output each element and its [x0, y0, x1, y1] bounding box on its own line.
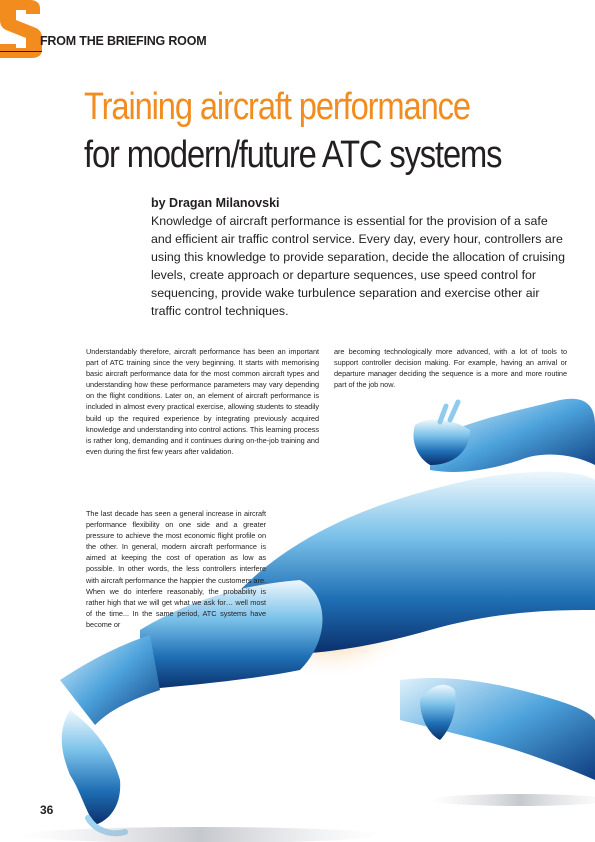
- article-title-line-2: for modern/future ATC systems: [84, 134, 502, 176]
- section-label: FROM THE BRIEFING ROOM: [40, 34, 207, 48]
- section-s-logo-icon: [0, 0, 44, 58]
- page-number: 36: [40, 803, 54, 817]
- body-paragraph-3: are becoming technologically more advanced, with a lot of tools to support controller decision making. For example, having an arrival or departure manager deciding the sequence is a more and more routine part of the job now.: [334, 347, 567, 390]
- section-rule: [0, 51, 42, 52]
- body-paragraph-2: The last decade has seen a general increase in aircraft performance flexibility on one side and a greater pressure to achieve the most economic flight profile on the other. In general, modern aircraft performance is aimed at keeping the cost of operation as low as possible. In other words, the less controllers interfere with aircraft performance the happier the customers are. When we do interfere reasonably, the probability is rather high that we will get what we ask for… well most of the time... In the same period, ATC systems have become or: [86, 509, 266, 629]
- byline: by Dragan Milanovski: [151, 196, 280, 210]
- lead-paragraph: Knowledge of aircraft performance is essential for the provision of a safe and efficient air traffic control service. Every day, every hour, controllers are using this knowledge to provide separation, decide the allocation of cruising levels, create approach or departure sequences, use speed control for sequencing, provide wake turbulence separation and exercise other air traffic control techniques.: [151, 214, 565, 318]
- article-title-line-1: Training aircraft performance: [84, 86, 470, 128]
- body-paragraph-1: Understandably therefore, aircraft performance has been an important part of ATC training since the very beginning. It starts with memorising basic aircraft performance data for the most common aircraft types and understanding how these performance parameters may vary depending on the flight conditions. Later on, an element of aircraft performance is included in almost every practical exercise, allowing students to steadily build up the required experience by integrating previously acquired knowledge and understanding into control actions. This learning process is rather long, demanding and it continues during on-the-job training and even during the first few years after validation.: [86, 347, 319, 456]
